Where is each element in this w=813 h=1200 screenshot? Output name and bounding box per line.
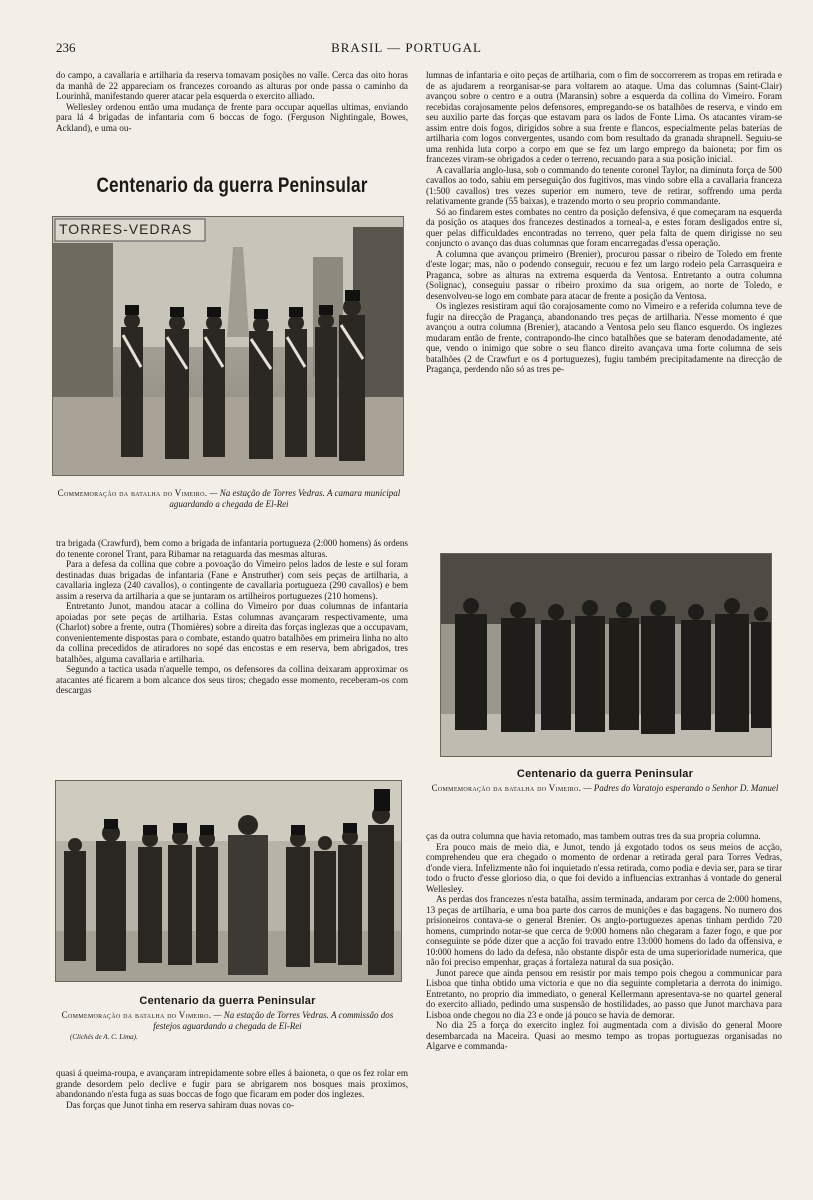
group-photo-image: [53, 217, 403, 475]
paragraph: Para a defesa da collina que cobre a povoação do Vimeiro pelos lados de leste e sul foram destinadas duas brigadas de infantaria (Fane e Anstruther) com seis peças de artilharia, a cavallaria ingleza (240 cavallos), o contingente de cavallaria portugueza (290 cavallos) e bem assim a reserva da artilharia a que se juntaram os artilheiros portuguezes (210 homens).: [56, 559, 408, 601]
paragraph: ças da outra columna que havia retomado, mas tambem outras tres da sua propria columna.: [426, 831, 761, 841]
photo-caption: [50, 1010, 405, 1032]
caption-text: — Na estação de Torres Vedras. A commissão dos festejos aguardando a chegada de El-Rei: [153, 1010, 394, 1031]
column-left-mid: [56, 538, 408, 696]
paragraph: A columna que avançou primeiro (Brenier), procurou passar o ribeiro de Toledo em frente d'este logar; mas, não o podendo conseguir, recuou e fez um largo rodeio pela Carrasqueira e Praganca, sobre as alturas na extrema esquerda da Ventosa. Entretanto a outra columna (Solignac), conseguiu passar o ribeiro proximo da sua origem, ao norte de Toledo, e desenvolveu-se logo em combate para atacar de frente a posição da Ventosa.: [426, 248, 782, 301]
caption-text: — Na estação de Torres Vedras. A camara municipal aguardando a chegada de El-Rei: [169, 488, 401, 509]
caption-label: Commemoração da batalha do Vimeiro.: [431, 783, 582, 793]
caption-text: — Padres do Varatojo esperando o Senhor D. Manuel: [583, 783, 779, 793]
paragraph: Das forças que Junot tinha em reserva sahiram duas novas co-: [66, 1099, 295, 1110]
paragraph: tra brigada (Crawfurd), bem como a brigada de infantaria portugueza (2:000 homens) ás ordens do tenente coronel Trant, para Ribamar na retaguarda das mesmas alturas.: [56, 538, 408, 559]
paragraph: Segundo a tactica usada n'aquelle tempo, os defensores da collina deixaram approximar os atacantes até ficarem a bom alcance dos seus tiros; chegado esse momento, receberam-os com descargas: [56, 664, 408, 695]
photo-caption: [430, 783, 780, 794]
paragraph: Os inglezes resistiram aqui tão corajosamente como no Vimeiro e a referida columna teve de fugir na direcção de Pragança, abandonando tres peças de artilharia. N'esse momento é que avançou a outra columna (Brenier), atacando a Ventosa pelo seu flanco esquerdo. Os inglezes mudaram então de frente, contrapondo-lhe cinco batalhões que se bateram denodadamente, até que, vendo o inimigo que sobre o seu flanco direito avançava uma forte columna de seis batalhões (2 de Crawfurt e os 4 portuguezes), fugiu também precipitadamente na direcção de Pragança, perdendo não só as tres pe-: [426, 301, 782, 374]
paragraph: do campo, a cavallaria e artilharia da reserva tomavam posições no valle. Cerca das oito horas da manhã de 22 appareciam os francezes coroando as alturas por onde passa o caminho da Lourinhã, manifestando querer atacar pela esquerda o exercito alliado.: [56, 70, 408, 101]
paragraph: A cavallaria anglo-lusa, sob o commando do tenente coronel Taylor, na diminuta força de 500 cavallos ao todo, sahiu em perseguição dos fugitivos, mas vindo sobre ella a cavallaria franceza (1:500 cavallos) tres vezes superior em numero, teve de retirar, soffrendo uma perda relativamente grande (55 baixas), e trazendo morto o seu proprio commandante.: [426, 164, 782, 206]
column-left-top: [56, 70, 408, 133]
paragraph: No dia 25 a força do exercito inglez foi augmentada com a divisão do general Moore desembarcada na Maceira. Quasi ao mesmo tempo as tropas portuguezas organisadas no Algarve e commanda-: [426, 1020, 782, 1051]
station-sign: TORRES-VEDRAS: [59, 221, 193, 237]
column-right-bottom: [426, 831, 782, 1052]
paragraph: lumnas de infantaria e oito peças de artilharia, com o fim de soccorrerem as tropas em retirada e de as ajudarem a reorganisar-se para voltarem ao ataque. Uma das columnas (Saint-Clair) avançou sobre o centro e a outra (Maransin) sobre a esquerda da collina do Vimeiro. Foram recebidas corajosamente pelos defensores, empregando-se os batalhões de reserva, e vindo em seu auxilio parte das forças que estavam para os lados de Fonte Lima. Os atacantes viram-se assim entre dois fogos, dirigidos sobre a sua frente e flancos, especialmente pelas baterias de artilharia com logos convergentes, usando com bom resultado da granada shrapnell. Seguiu-se uma renhida luta corpo a corpo em que se fez um largo emprego da baioneta; por fim os francezes viram-se obrigados a ceder o terreno, recuando para a sua posição inicial.: [426, 70, 782, 164]
paragraph: As perdas dos francezes n'esta batalha, assim terminada, andaram por cerca de 2:000 homens, 13 peças de artilharia, e uma boa parte dos carros de munições e das bagagens. No numero dos prisioneiros contava-se o general Brenier. Os anglo-portuguezes apenas tinham perdido 720 homens, cumprindo notar-se que cerca de 9:000 homens não chegaram a fazer fogo, e que por conseguinte se póde dizer que a acção foi travado entre 13:000 homens do lado da offensiva, e 10:000 homens do lado da defesa, não obstante dispôr esta de uma superioridade numerica, que não foi preciso empenhar, graças á fortaleza natural da sua posição.: [426, 894, 782, 967]
paragraph: Só ao findarem estes combates no centro da posição defensiva, é que começaram na esquerda da posição os ataques dos francezes destinados a torneal-a, e estes foram desligados entre si, quer pelas difficuldades encontradas no terreno, quer pela falta de quem dirigisse no seu conjuncto o avanço das duas columnas que foram encarregadas d'essa operação.: [426, 206, 782, 248]
running-header: BRASIL — PORTUGAL: [331, 40, 482, 55]
paragraph: Era pouco mais de meio dia, e Junot, tendo já exgotado todos os seus meios de acção, comprehendeu que era chegado o momento de ordenar a retirada geral para Torres Vedras, d'onde viera. Infelizmente não foi inquietado n'essa retirada, como podia e devia ser, para se tirar todo o fructo d'esse glorioso dia, o que foi devido a influencias extranhas á vontade do general Wellesley.: [426, 841, 783, 894]
paragraph: Entretanto Junot, mandou atacar a collina do Vimeiro por duas columnas de infantaria apoiadas por sete peças de artilharia. Estas columnas avançaram respectivamente, uma (Charlot) sobre a frente, outra (Thomières) sobre a direita das forças inglezas que a occupavam, convenientemente dispostas para o combate, estando quatro batalhões em primeira linha no alto da collina precedidos de atiradores no sopé das encostas e em reserva, bem abrigados, tres batalhões, alguma cavallaria e artilharia.: [56, 601, 408, 664]
page-number: 236: [56, 40, 76, 55]
photo-caption: [48, 488, 410, 510]
photo-town-council: [52, 216, 404, 476]
photo-varatojo-priests: [440, 553, 772, 757]
caption-label: Commemoração da batalha do Vimeiro.: [61, 1010, 212, 1020]
caption-label: Commemoração da batalha do Vimeiro.: [57, 488, 208, 498]
column-left-bottom: [56, 1068, 408, 1110]
photo-section-title: Centenario da guerra Peninsular: [516, 768, 694, 780]
photo-section-title: Centenario da guerra Peninsular: [139, 995, 316, 1007]
paragraph: Wellesley ordenou então uma mudança de frente para occupar aquellas ultimas, enviando para lá 4 brigadas de infantaria com 6 boccas de fogo. (Ferguson Nightingale, Bowes, Ackland), e uma ou-: [56, 101, 408, 133]
group-photo-image: [441, 554, 771, 756]
section-title: Centenario da guerra Peninsular: [96, 174, 368, 197]
paragraph: Junot parece que ainda pensou em resistir por mais tempo pois chegou a communicar para Lisboa que tinha obtido uma victoria e que no dia seguinte completaria a derrota do inimigo. Entretanto, no proprio dia immediato, o general Kellermann apresentava-se no quartel general do exercito alliado, pedindo uma suspensão de hostilidades, ao passo que Junot marchava para Lisboa onde chegou no dia 23 e onde já pouco se havia de demorar.: [426, 967, 782, 1020]
photo-festival-committee: [55, 780, 402, 982]
column-right-top: [426, 70, 782, 375]
group-photo-image: [56, 781, 401, 981]
paragraph: quasi á queima-roupa, e avançaram intrepidamente sobre elles á baioneta, o que os fez rolar em grande desordem pelo declive e fugir para se abrigarem nos bosques mais proximos, abandonando n'esta fuga as suas boccas de fogo que ficaram em poder dos inglezes.: [56, 1068, 408, 1099]
photo-credit: (Clichés de A. C. Lima).: [70, 1033, 138, 1041]
